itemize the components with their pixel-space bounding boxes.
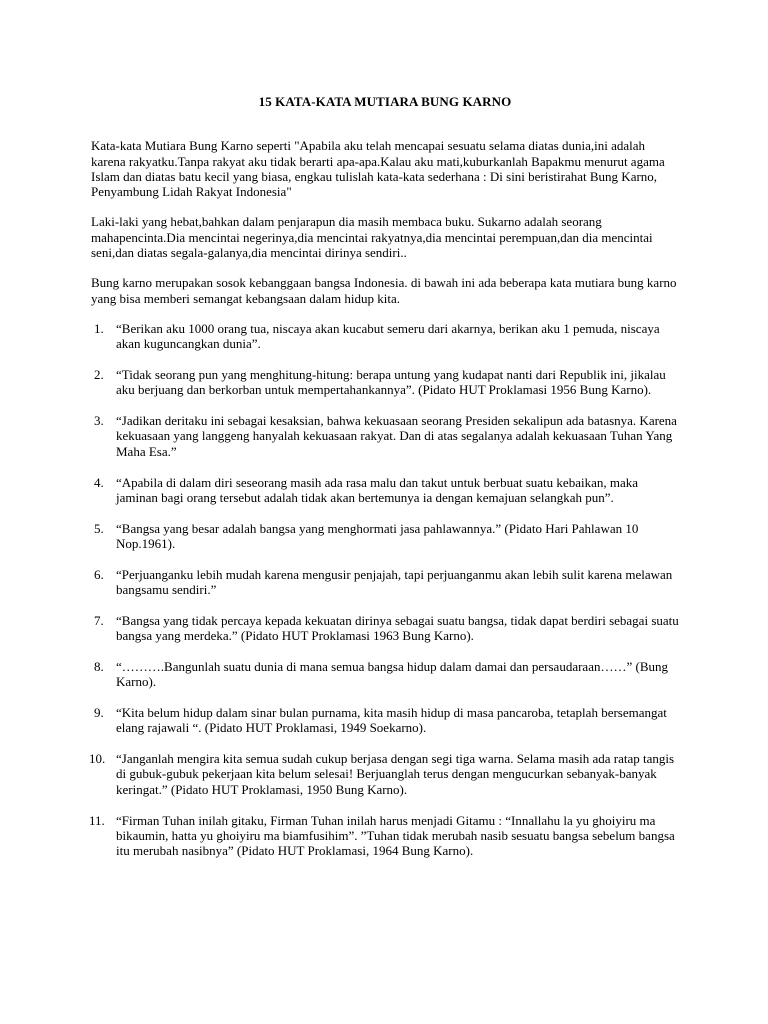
quote-number: 2.	[94, 367, 104, 383]
quote-number: 4.	[94, 474, 104, 490]
quote-item	[91, 413, 679, 459]
description-paragraph: Laki-laki yang hebat,bahkan dalam penjarapun dia masih membaca buku. Sukarno adalah seorang mahapencinta.Dia mencintai negerinya,dia mencintai rakyatnya,dia mencintai perempuan,dan dia mencintai seni,dan diatas segala-galanya,dia mencintai dirinya sendiri..	[91, 214, 653, 261]
quote-text: “Janganlah mengira kita semua sudah cukup berjasa dengan segi tiga warna. Selama masih ada ratap tangis di gubuk-gubuk pekerjaan kita belum selesai! Berjuanglah terus dengan mengucurkan sebanyak-banyak keringat.” (Pidato HUT Proklamasi, 1950 Bung Karno).	[116, 751, 675, 797]
quotes-list	[91, 321, 679, 858]
lead-in-paragraph: Bung karno merupakan sosok kebanggaan bangsa Indonesia. di bawah ini ada beberapa kata mutiara bung karno yang bisa memberi semangat kebangsaan dalam hidup kita.	[91, 275, 677, 306]
intro-paragraph: Kata-kata Mutiara Bung Karno seperti "Apabila aku telah mencapai sesuatu selama diatas dunia,ini adalah karena rakyatku.Tanpa rakyat aku tidak berarti apa-apa.Kalau aku mati,kuburkanlah Bapakmu menurut agama Islam dan diatas batu kecil yang biasa, engkau tulislah kata-kata sederhana : Di sini beristirahat Bung Karno, Penyambung Lidah Rakyat Indonesia"	[91, 138, 665, 200]
quote-item	[91, 321, 679, 352]
quote-text: “Apabila di dalam diri seseorang masih ada rasa malu dan takut untuk berbuat suatu kebaikan, maka jaminan bagi orang tersebut adalah tidak akan bertemunya ia dengan kemajuan selangkah pun”.	[116, 474, 638, 505]
quote-number: 9.	[94, 705, 104, 721]
quote-text: “……….Bangunlah suatu dunia di mana semua bangsa hidup dalam damai dan persaudaraan……” (Bung Karno).	[116, 658, 668, 690]
quote-item	[91, 751, 679, 797]
quote-number: 8.	[94, 658, 104, 674]
quote-text: “Perjuanganku lebih mudah karena mengusir penjajah, tapi perjuanganmu akan lebih sulit karena melawan bangsamu sendiri.”	[116, 566, 673, 598]
quote-text: “Bangsa yang tidak percaya kepada kekuatan dirinya sebagai suatu bangsa, tidak dapat berdiri sebagai suatu bangsa yang merdeka.” (Pidato HUT Proklamasi 1963 Bung Karno).	[116, 612, 679, 644]
quote-number: 10.	[89, 751, 106, 767]
document-title: 15 KATA-KATA MUTIARA BUNG KARNO	[258, 94, 512, 109]
quote-text: “Berikan aku 1000 orang tua, niscaya akan kucabut semeru dari akarnya, berikan aku 1 pemuda, niscaya akan kuguncangkan dunia”.	[116, 320, 660, 352]
quote-item	[91, 367, 679, 398]
quote-item	[91, 475, 679, 506]
quote-text: “Jadikan deritaku ini sebagai kesaksian, bahwa kekuasaan seorang Presiden sekalipun ada batasnya. Karena kekuasaan yang langgeng hanyalah kekuasaan rakyat. Dan di atas segalanya adalah kekuasaan Tuhan Yang Maha Esa.”	[116, 413, 677, 459]
quote-item	[91, 813, 679, 859]
quote-number: 7.	[94, 612, 104, 628]
quote-number: 11.	[89, 812, 105, 828]
quote-item	[91, 613, 679, 644]
quote-number: 6.	[94, 566, 104, 582]
quote-text: “Tidak seorang pun yang menghitung-hitung: berapa untung yang kudapat nanti dari Republik ini, jikalau aku berjuang dan berkorban untuk mempertahankannya”. (Pidato HUT Proklamasi 1956 Bung Karno).	[116, 367, 666, 398]
document-page	[91, 94, 679, 874]
quote-item	[91, 567, 679, 598]
quote-item	[91, 659, 679, 690]
quote-item	[91, 521, 679, 552]
quote-number: 1.	[94, 320, 104, 336]
quote-item	[91, 705, 679, 736]
quote-text: “Kita belum hidup dalam sinar bulan purnama, kita masih hidup di masa pancaroba, tetaplah bersemangat elang rajawali “. (Pidato HUT Proklamasi, 1949 Soekarno).	[116, 705, 667, 736]
quote-number: 3.	[94, 413, 104, 429]
quote-number: 5.	[94, 520, 104, 536]
quote-text: “Bangsa yang besar adalah bangsa yang menghormati jasa pahlawannya.” (Pidato Hari Pahlawan 10 Nop.1961).	[116, 520, 639, 551]
quote-text: “Firman Tuhan inilah gitaku, Firman Tuhan inilah harus menjadi Gitamu : “Innallahu la yu ghoiyiru ma bikaumin, hatta yu ghoiyiru ma biamfusihim”. ”Tuhan tidak merubah nasib sesuatu bangsa sebelum bangsa itu merubah nasibnya” (Pidato HUT Proklamasi, 1964 Bung Karno).	[116, 812, 675, 859]
